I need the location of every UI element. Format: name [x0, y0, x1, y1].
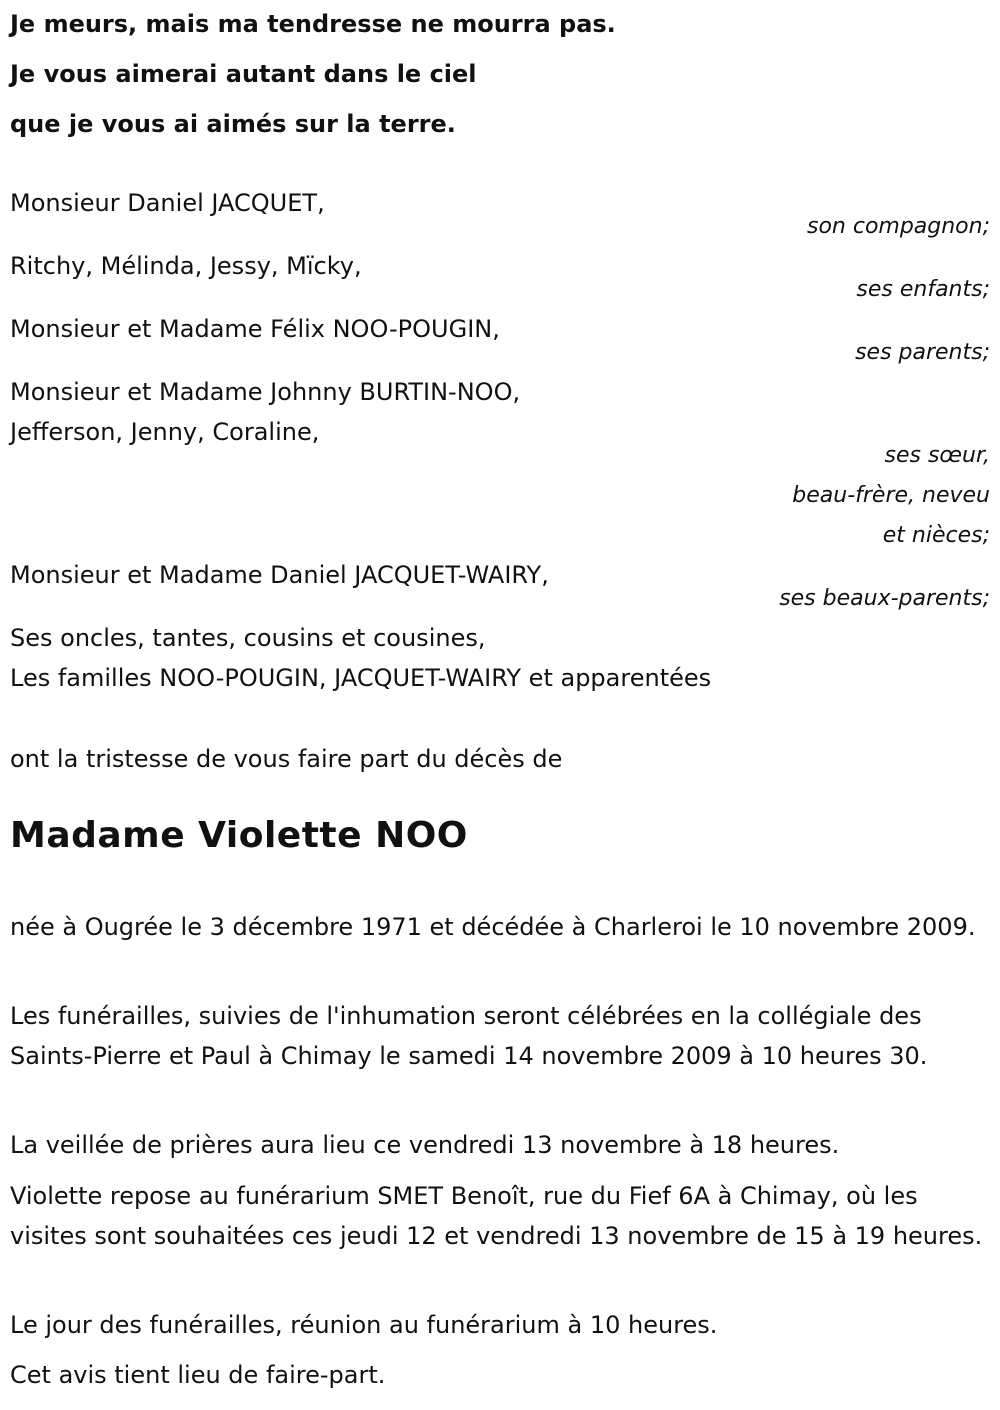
companion-relation: son compagnon;: [806, 214, 990, 239]
companion-name: Monsieur Daniel JACQUET,: [10, 189, 325, 217]
extended-family-line-2: Les familles NOO-POUGIN, JACQUET-WAIRY et apparentées: [10, 664, 712, 692]
parents-relation: ses parents;: [855, 340, 990, 365]
announcement-text: ont la tristesse de vous faire part du décès de: [10, 745, 563, 773]
epigraph-line-3: que je vous ai aimés sur la terre.: [10, 110, 456, 138]
extended-family-line-1: Ses oncles, tantes, cousins et cousines,: [10, 624, 486, 652]
birth-death-paragraph: née à Ougrée le 3 décembre 1971 et décédée à Charleroi le 10 novembre 2009.: [10, 913, 976, 941]
vigil-paragraph: La veillée de prières aura lieu ce vendredi 13 novembre à 18 heures.: [10, 1131, 840, 1159]
epigraph-line-2: Je vous aimerai autant dans le ciel: [10, 60, 477, 88]
siblings-name-2: Jefferson, Jenny, Coraline,: [10, 418, 320, 446]
meeting-paragraph: Le jour des funérailles, réunion au funérarium à 10 heures.: [10, 1311, 718, 1339]
epigraph-line-1: Je meurs, mais ma tendresse ne mourra pas.: [10, 10, 616, 38]
siblings-name-1: Monsieur et Madame Johnny BURTIN-NOO,: [10, 378, 521, 406]
children-names: Ritchy, Mélinda, Jessy, Mïcky,: [10, 252, 362, 280]
visitation-paragraph: Violette repose au funérarium SMET Benoît, rue du Fief 6A à Chimay, où les visites sont souhaitées ces jeudi 12 et vendredi 13 novembre de 15 à 19 heures.: [10, 1182, 983, 1250]
in-laws-relation: ses beaux-parents;: [779, 586, 990, 611]
children-relation: ses enfants;: [856, 277, 990, 302]
parents-name: Monsieur et Madame Félix NOO-POUGIN,: [10, 315, 500, 343]
siblings-relation-1: ses sœur,: [884, 443, 990, 468]
siblings-relation-2: beau-frère, neveu: [792, 483, 990, 508]
siblings-relation-3: et nièces;: [882, 523, 990, 548]
deceased-name: Madame Violette NOO: [10, 815, 468, 856]
notice-paragraph: Cet avis tient lieu de faire-part.: [10, 1361, 386, 1389]
in-laws-name: Monsieur et Madame Daniel JACQUET-WAIRY,: [10, 561, 549, 589]
funeral-paragraph: Les funérailles, suivies de l'inhumation seront célébrées en la collégiale des Saints-Pierre et Paul à Chimay le samedi 14 novembre 2009 à 10 heures 30.: [10, 1002, 928, 1070]
